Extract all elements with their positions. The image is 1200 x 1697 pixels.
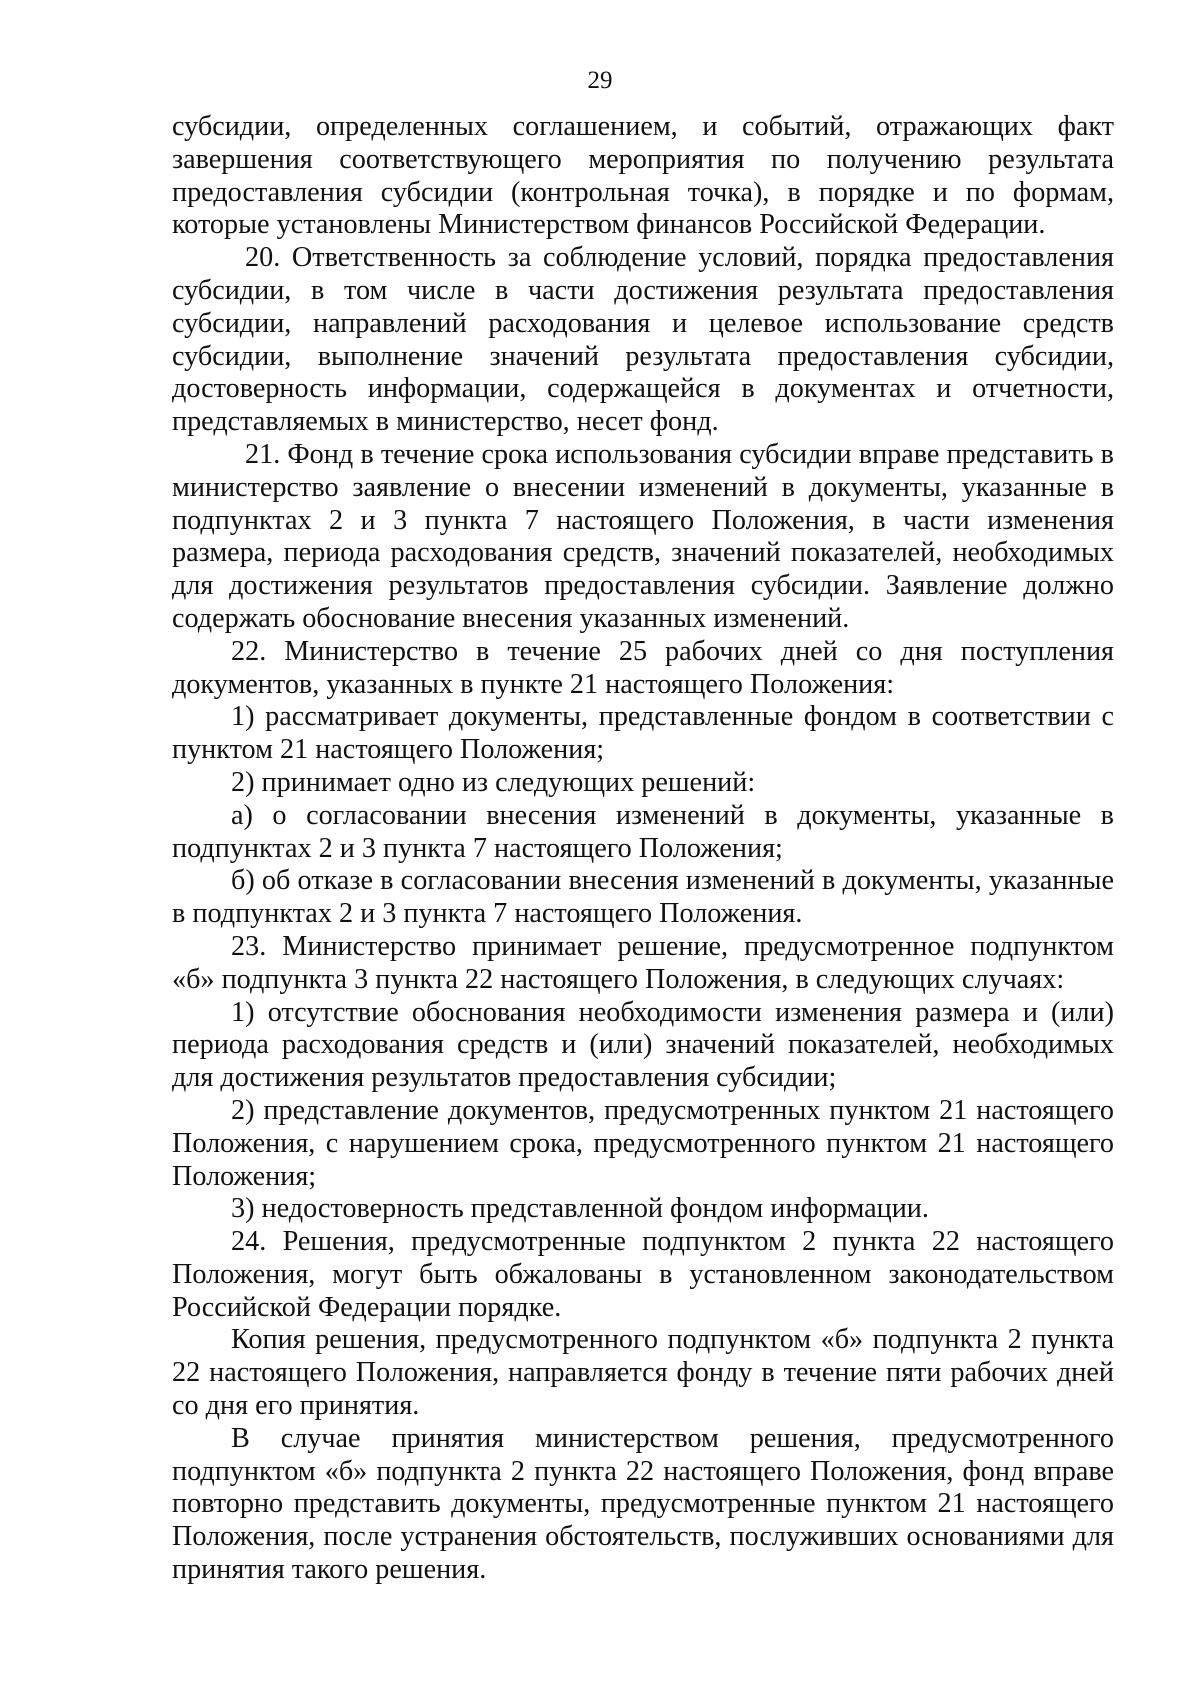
paragraph-copy-of-decision: Копия решения, предусмотренного подпунктом «б» подпункта 2 пункта 22 настоящего Положения, направляется фонду в течение пяти рабочих дней со дня его принятия. bbox=[172, 1324, 1114, 1422]
paragraph-21: 21. Фонд в течение срока использования субсидии вправе представить в министерство заявление о внесении изменений в документы, указанные в подпунктах 2 и 3 пункта 7 настоящего Положения, в части изменения размера, периода расходования средств, значений показателей, необходимых для достижения результатов предоставления субсидии. Заявление должно содержать обоснование внесения указанных изменений. bbox=[172, 438, 1114, 634]
paragraph-22: 22. Министерство в течение 25 рабочих дней со дня поступления документов, указанных в пункте 21 настоящего Положения: bbox=[172, 635, 1114, 700]
paragraph-24: 24. Решения, предусмотренные подпунктом 2 пункта 22 настоящего Положения, могут быть обжалованы в установленном законодательством Российской Федерации порядке. bbox=[172, 1226, 1114, 1323]
paragraph-20: 20. Ответственность за соблюдение условий, порядка предоставления субсидии, в том числе в части достижения результата предоставления субсидии, направлений расходования и целевое использование средств субсидии, выполнение значений результата предоставления субсидии, достоверность информации, содержащейся в документах и отчетности, представляемых в министерство, несет фонд. bbox=[172, 242, 1114, 438]
paragraph-22-item-2b: б) об отказе в согласовании внесения изменений в документы, указанные в подпунктах 2 и 3 пункта 7 настоящего Положения. bbox=[172, 865, 1114, 930]
page-number: 29 bbox=[587, 67, 613, 94]
paragraph-22-item-1: 1) рассматривает документы, представленные фондом в соответствии с пунктом 21 настоящего Положения; bbox=[172, 701, 1114, 766]
paragraph-23-item-3: 3) недостоверность представленной фондом информации. bbox=[231, 1193, 929, 1225]
paragraph-resubmission: В случае принятия министерством решения, предусмотренного подпунктом «б» подпункта 2 пункта 22 настоящего Положения, фонд вправе повторно представить документы, предусмотренные пунктом 21 настоящего Положения, после устранения обстоятельств, послуживших основаниями для принятия такого решения. bbox=[172, 1422, 1114, 1586]
paragraph-22-item-2: 2) принимает одно из следующих решений: bbox=[231, 766, 756, 798]
paragraph-23-item-2: 2) представление документов, предусмотренных пунктом 21 настоящего Положения, с нарушением срока, предусмотренного пунктом 21 настоящего Положения; bbox=[172, 1094, 1114, 1192]
paragraph-continuation: субсидии, определенных соглашением, и событий, отражающих факт завершения соответствующего мероприятия по получению результата предоставления субсидии (контрольная точка), в порядке и по формам, которые установлены Министерством финансов Российской Федерации. bbox=[172, 111, 1114, 241]
paragraph-23-item-1: 1) отсутствие обоснования необходимости изменения размера и (или) периода расходования средств и (или) значений показателей, необходимых для достижения результатов предоставления субсидии; bbox=[172, 996, 1114, 1094]
paragraph-22-item-2a: а) о согласовании внесения изменений в документы, указанные в подпунктах 2 и 3 пункта 7 настоящего Положения; bbox=[172, 799, 1114, 864]
document-body bbox=[172, 111, 1114, 1587]
paragraph-23: 23. Министерство принимает решение, предусмотренное подпунктом «б» подпункта 3 пункта 22 настоящего Положения, в следующих случаях: bbox=[172, 930, 1114, 995]
